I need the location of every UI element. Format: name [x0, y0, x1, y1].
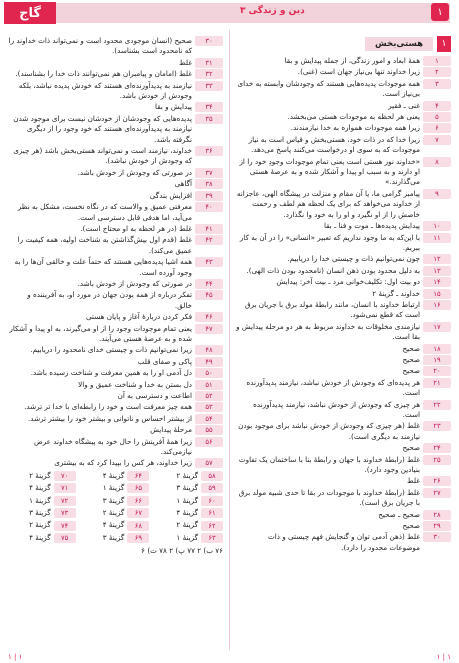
answer-item [8, 168, 223, 178]
item-number: ۴۴ [195, 279, 223, 289]
item-number: ۵۵ [195, 425, 223, 435]
item-text: پیدایش پدیده‌ها ـ موت و فنا ـ بقا [323, 221, 420, 231]
choice-text: گزینهٔ ۳ [102, 532, 125, 542]
item-number: ۵۰ [195, 368, 223, 378]
right-column [236, 36, 451, 554]
item-number: ۱۳ [423, 266, 451, 276]
answer-item [8, 224, 223, 234]
choice-answer [155, 483, 223, 493]
item-number: ۴۲ [195, 235, 223, 245]
answer-item [236, 355, 451, 365]
column-divider [229, 30, 230, 650]
choice-answer [8, 533, 76, 543]
item-text: خداوند، نیازمند است و نمی‌تواند هستی‌بخش باشد (هر چیزی که وجودش از خودش نباشد). [13, 146, 192, 166]
item-text: همهٔ ابعاد و امور زندگی، از جمله پیدایش و بقا [284, 56, 420, 65]
choice-text: گزینهٔ ۱ [176, 532, 198, 542]
item-text: نیازمند به پدیدآورنده‌ای هستند که خودش پدیده نباشد، بلکه وجودش از خودش باشد. [18, 80, 192, 101]
choice-answer [8, 483, 76, 493]
answer-item [236, 521, 451, 531]
answer-item [8, 368, 223, 378]
choice-text: گزینهٔ ۲ [102, 508, 125, 518]
item-number: ۲۶ [423, 476, 451, 486]
item-number: ۴۹ [195, 357, 223, 367]
item-text: همه چیز معرفت است و خود را رابطه‌ای با خدا تر ترشد. [24, 402, 192, 412]
question-number: ۷۰ [54, 471, 76, 481]
choice-answer [155, 471, 223, 481]
section-number: ۱ [437, 36, 451, 52]
question-number: ۶۷ [127, 508, 149, 518]
answer-item [236, 400, 451, 421]
question-number: ۷۱ [54, 483, 76, 493]
choice-text: گزینهٔ ۴ [102, 520, 125, 530]
question-number: ۷۵ [54, 533, 76, 543]
item-text: زیرا خدا که در ذات خود، هستی‌بخش و قیاس است به نیاز موجودات که به سوی او درخواست می‌کنند پاسخ می‌دهد. [248, 134, 420, 155]
answer-item [8, 102, 223, 112]
item-number: ۴۱ [195, 224, 223, 234]
choice-text: گزینهٔ ۲ [29, 470, 51, 480]
answer-item [8, 437, 223, 458]
question-number: ۷۲ [54, 496, 76, 506]
item-text: صحیح (انسان موجودی محدود است و نمی‌تواند ذات خداوند را که نامحدود است بشناسد). [8, 36, 192, 56]
item-number: ۲۰ [423, 366, 451, 376]
item-text: صحیح ـ صحیح [378, 509, 420, 519]
choice-answer [155, 533, 223, 543]
answer-item [236, 67, 451, 77]
question-number: ۶۲ [201, 521, 223, 531]
item-number: ۴۸ [195, 345, 223, 355]
item-text: خداوند ـ گزینهٔ ۲ [372, 288, 420, 298]
footer-right: ۱ | ۱ [436, 653, 451, 661]
item-number: ۳۰ [423, 532, 451, 542]
item-text: زیرا خداوند، هر کس را بپیدا کرد که به بیشتری [54, 458, 192, 468]
question-number: ۶۳ [201, 533, 223, 543]
item-number: ۴۳ [195, 257, 223, 267]
answer-item [236, 101, 451, 111]
choice-text: گزینهٔ ۳ [102, 495, 125, 505]
answer-item [236, 254, 451, 264]
left-column [8, 36, 223, 557]
item-text: افزایش بندگی [149, 190, 192, 200]
answer-item [236, 189, 451, 220]
choice-text: گزینهٔ ۲ [176, 470, 198, 480]
question-number: ۷۳ [54, 508, 76, 518]
answer-item [8, 414, 223, 424]
answer-item [8, 290, 223, 311]
item-text: پدیده‌هایی که وجودشان از خودشان نیست برای موجود شدن نیازمند به پدیدآورنده‌ای هستند که خود وجود را از دیگری نگرفته باشد. [13, 113, 192, 144]
item-text: زیرا نمی‌توانیم ذات و چیستی خدای نامحدود را دریابیم. [30, 345, 192, 355]
item-text: با این‌که به ما وجود نداریم که تعبیر «انسانی» را در آن به کار ببریم. [239, 232, 420, 252]
answer-item [236, 378, 451, 399]
item-number: ۳۷ [195, 168, 223, 178]
choice-text: گزینهٔ ۲ [29, 520, 51, 530]
item-number: ۱۵ [423, 289, 451, 299]
item-number: ۱۷ [423, 322, 451, 332]
last-answer-row: ۷۶ ب) ۲ ۷۷ پ) ۲ ۷۸ ت) ۶ [141, 546, 223, 556]
item-text: صحیح [402, 443, 420, 453]
item-text: نیازمندی مخلوقات به خداوند مربوط به هر دو مرحله پیدایش و بقا است. [236, 321, 420, 342]
choice-text: گزینهٔ ۱ [102, 483, 125, 493]
answer-item [8, 458, 223, 468]
choice-answer [82, 533, 150, 543]
item-number: ۳۲ [195, 69, 223, 79]
item-number: ۵۷ [195, 458, 223, 468]
item-number: ۴۰ [195, 202, 223, 212]
answer-item [8, 114, 223, 145]
choice-answer [8, 520, 76, 530]
item-number: ۲ [423, 67, 451, 77]
item-number: ۱۸ [423, 344, 451, 354]
answer-item [8, 179, 223, 189]
answer-item [8, 257, 223, 278]
item-number: ۴ [423, 101, 451, 111]
choice-text: گزینهٔ ۴ [29, 532, 51, 542]
item-text: صحیح [402, 354, 420, 364]
item-number: ۵۶ [195, 437, 223, 447]
item-number: ۱ [423, 56, 451, 66]
answer-item [8, 357, 223, 367]
answer-item [8, 235, 223, 256]
answer-list-left [8, 36, 223, 469]
item-number: ۲۴ [423, 443, 451, 453]
item-text: غنی ـ فقیر [388, 100, 420, 110]
answer-item [236, 443, 451, 453]
item-number: ۳۹ [195, 191, 223, 201]
answer-item [236, 112, 451, 122]
answer-item [8, 69, 223, 79]
answer-item [8, 191, 223, 201]
answer-item [236, 488, 451, 509]
answer-item [236, 123, 451, 133]
item-text: دل آدمی او را به همین معرفت و شناخت رسیده باشد. [30, 368, 192, 378]
choice-text: گزینهٔ ۱ [29, 495, 51, 505]
answer-item [236, 277, 451, 287]
answer-item [236, 510, 451, 520]
choice-text: گزینهٔ ۳ [176, 483, 198, 493]
item-number: ۴۵ [195, 290, 223, 300]
item-text: هر چیزی که وجودش از خودش نباشد، نیازمند پدیدآورنده است. [253, 399, 420, 419]
item-number: ۱۲ [423, 254, 451, 264]
answer-item [236, 266, 451, 276]
answer-item [8, 324, 223, 345]
item-number: ۳ [423, 79, 451, 89]
item-number: ۲۱ [423, 378, 451, 388]
item-text: غلط (رابطهٔ خداوند با موجودات در بقا تا حدی شبیه مولد برق با جریان برق است). [238, 487, 420, 508]
answer-item [8, 279, 223, 289]
item-text: فکر کردن دربارهٔ آغاز و پایان هستی [86, 312, 192, 322]
item-text: همه اشیا پدیده‌هایی هستند که حتماً علت و خالقی آن‌ها را به وجود آورده است. [14, 257, 192, 277]
answer-item [8, 345, 223, 355]
answer-item [236, 300, 451, 321]
question-number: ۶۵ [127, 483, 149, 493]
item-text: صحیح [402, 366, 420, 376]
question-number: ۷۴ [54, 521, 76, 531]
answer-item [236, 233, 451, 254]
item-number: ۴۷ [195, 324, 223, 334]
answer-item [236, 221, 451, 231]
item-number: ۳۴ [195, 102, 223, 112]
answer-item [8, 391, 223, 401]
choice-text: گزینهٔ ۳ [29, 508, 51, 518]
answer-item [8, 402, 223, 412]
item-text: در صورتی که وجودش از خودش باشد. [77, 167, 192, 177]
item-number: ۳۸ [195, 179, 223, 189]
choice-text: گزینهٔ ۴ [176, 508, 198, 518]
item-text: به دلیل محدود بودن ذهن انسان (نامحدود بودن ذات الهی). [246, 265, 420, 275]
answer-item [8, 380, 223, 390]
choice-answer [8, 496, 76, 506]
answer-item [236, 421, 451, 442]
item-text: غلط [179, 57, 192, 67]
item-text: اطاعت و دسترسی به آن [117, 391, 192, 400]
item-text: پاکی و صفای قلب [137, 356, 192, 366]
item-text: «خداوند نور هستی است یعنی تمام موجودات وجودِ خود را از او دارند و به سبب او پیدا و آشکار شده و به عرصهٔ هستی می‌گذارند.» [239, 156, 420, 187]
choice-answer [82, 471, 150, 481]
item-number: ۲۳ [423, 421, 451, 431]
item-number: ۱۶ [423, 300, 451, 310]
item-text: غلط (قدم اول بیش‌گذاشتن به شناخت اولیه، همه کیفیت را عمیق می‌کند). [17, 235, 192, 255]
logo: گاج [4, 2, 56, 24]
choice-answer [155, 496, 223, 506]
answer-item [8, 36, 223, 57]
question-number: ۶۶ [127, 496, 149, 506]
item-number: ۲۲ [423, 400, 451, 410]
item-number: ۳۵ [195, 114, 223, 124]
item-number: ۷ [423, 135, 451, 145]
item-text: غلط [407, 476, 420, 486]
question-number: ۶۸ [127, 521, 149, 531]
item-number: ۱۹ [423, 355, 451, 365]
item-text: معرفتی عمیق و والاست که در نگاه نخست، مشکل به نظر می‌آید، اما هدفی قابل دسترسی است. [17, 202, 192, 222]
answer-item [236, 366, 451, 376]
question-number: ۶۹ [127, 533, 149, 543]
choice-text: گزینهٔ ۲ [176, 520, 198, 530]
choice-text: گزینهٔ ۱ [176, 495, 198, 505]
item-text: یعنی تمام موجودات وجود را از او می‌گیرند، به او پیدا و آشکار شده و به عرصهٔ هستی می‌آیند. [9, 323, 192, 343]
answer-item [236, 79, 451, 100]
footer-left: ۱ | ۱ [8, 653, 23, 661]
item-number: ۳۳ [195, 81, 223, 91]
answer-item [236, 135, 451, 156]
item-text: تفکر درباره از همه بودن جهان در مورد او، به آفریننده و خالق. [27, 290, 192, 310]
item-number: ۵۱ [195, 380, 223, 390]
question-number: ۵۹ [201, 483, 223, 493]
item-number: ۵۳ [195, 402, 223, 412]
answer-item [236, 322, 451, 343]
question-number: ۶۱ [201, 508, 223, 518]
item-number: ۳۶ [195, 146, 223, 156]
item-number: ۲۸ [423, 510, 451, 520]
item-number: ۴۶ [195, 312, 223, 322]
answer-item [236, 157, 451, 188]
choice-answer [8, 471, 76, 481]
item-text: دو بیت اول: تکلیف‌خوانی مرد ـ بیت آخر: پیدایش [276, 277, 420, 287]
answer-item [236, 455, 451, 476]
item-text: مرحلهٔ پیدایش [150, 425, 192, 435]
answer-item [8, 312, 223, 322]
answer-item [236, 289, 451, 299]
item-number: ۶ [423, 123, 451, 133]
item-number: ۲۵ [423, 455, 451, 465]
section-heading [236, 36, 451, 52]
item-text: همه موجودات پدیده‌هایی هستند که وجودشان وابسته به خدای بی‌نیاز است. [237, 78, 420, 99]
item-text: دل بستن به خدا و شناخت عمیق و والا [78, 379, 192, 389]
choice-answer [8, 508, 76, 518]
choice-answer [82, 496, 150, 506]
item-text: صحیح [402, 521, 420, 531]
item-number: ۲۹ [423, 521, 451, 531]
choice-text: گزینهٔ ۴ [102, 470, 125, 480]
header [0, 0, 459, 30]
book-title: دین و زندگی ۳ [240, 6, 305, 16]
item-text: صحیح [402, 343, 420, 353]
section-title: هستی‌بخش [365, 37, 433, 51]
answer-item [236, 476, 451, 486]
choice-text: گزینهٔ ۴ [29, 483, 51, 493]
item-text: پیدایش و بقا [155, 102, 192, 112]
item-text: هر پدیده‌ای که وجودش از خودش نباشد، نیازمند پدیدآورنده است. [246, 377, 420, 398]
answer-item [236, 56, 451, 66]
item-text: غلط (رابطهٔ خداوند با جهان و رابطهٔ بنا با ساختمان یک تفاوت بنیادین وجود دارد). [238, 454, 420, 475]
item-number: ۱۰ [423, 221, 451, 231]
question-number: ۵۸ [201, 471, 223, 481]
answer-item [8, 202, 223, 223]
item-number: ۸ [423, 157, 451, 167]
question-number: ۶۰ [201, 496, 223, 506]
item-text: زیرا همهٔ آفرینش را حال خود به پیشگاه خداوند عرض نیازمی‌کند. [34, 436, 192, 457]
choice-answer-grid [8, 471, 223, 543]
item-text: از بیشتر احساس و ناتوانی و بیشتر خود را بیشتر ترشد. [28, 413, 192, 423]
item-number: ۹ [423, 189, 451, 199]
question-number: ۶۴ [127, 471, 149, 481]
item-text: غلط (امامان و پیامبران هم نمی‌توانند ذات خدا را بشناسند). [15, 69, 192, 79]
item-text: یعنی هر لحظه به موجودات هستی می‌بخشد. [287, 112, 420, 122]
item-number: ۳۰ [195, 36, 223, 46]
item-number: ۵۲ [195, 391, 223, 401]
item-text: در صورتی که وجودش از خودش باشد. [77, 278, 192, 288]
item-text: پیامبر گرامی ما، یا آن مقام و منزلت در پیشگاه الهی، عاجزانه از خداوند می‌خواهد که برای یک لحظه هم لطف و رحمت خاصش را از او نگیرد و او را به خود وا نگذارد. [236, 188, 420, 219]
item-text: غلط (در هر لحظه به او محتاج است). [80, 223, 192, 233]
item-text: زیرا همه موجودات همواره به خدا نیازمندند. [290, 123, 420, 133]
item-text: ارتباط خداوند با انسان، مانند رابطهٔ مولد برق با جریان برق است که قطع نمی‌شود. [244, 299, 420, 320]
answer-item [8, 425, 223, 435]
item-text: آگاهی [174, 179, 192, 189]
item-text: غلط (هر چیزی که وجودش از خودش نباشد برای موجود بودن نیازمند به دیگری است). [238, 421, 420, 441]
answer-item [236, 344, 451, 354]
item-number: ۲۷ [423, 488, 451, 498]
choice-answer [155, 520, 223, 530]
item-number: ۱۱ [423, 233, 451, 243]
item-number: ۱۴ [423, 277, 451, 287]
item-number: ۳۱ [195, 58, 223, 68]
page-badge: ۱ [431, 3, 449, 21]
choice-answer [82, 508, 150, 518]
item-number: ۵۴ [195, 414, 223, 424]
answer-list-right [236, 56, 451, 553]
answer-item [236, 532, 451, 553]
item-text: زیرا خداوند تنها بی‌نیاز جهان است (غنی). [297, 67, 420, 77]
choice-answer [82, 520, 150, 530]
answer-item [8, 58, 223, 68]
item-text: غلط (ذهن آدمی توان و گنجایش فهم چیستی و ذات موضوعات محدود را دارد). [267, 532, 420, 552]
choice-answer [82, 483, 150, 493]
answer-item [8, 81, 223, 102]
item-text: چون نمی‌توانیم ذات و چیستی خدا را دریابیم. [287, 254, 420, 264]
answer-item [8, 146, 223, 167]
item-number: ۵ [423, 112, 451, 122]
choice-answer [155, 508, 223, 518]
